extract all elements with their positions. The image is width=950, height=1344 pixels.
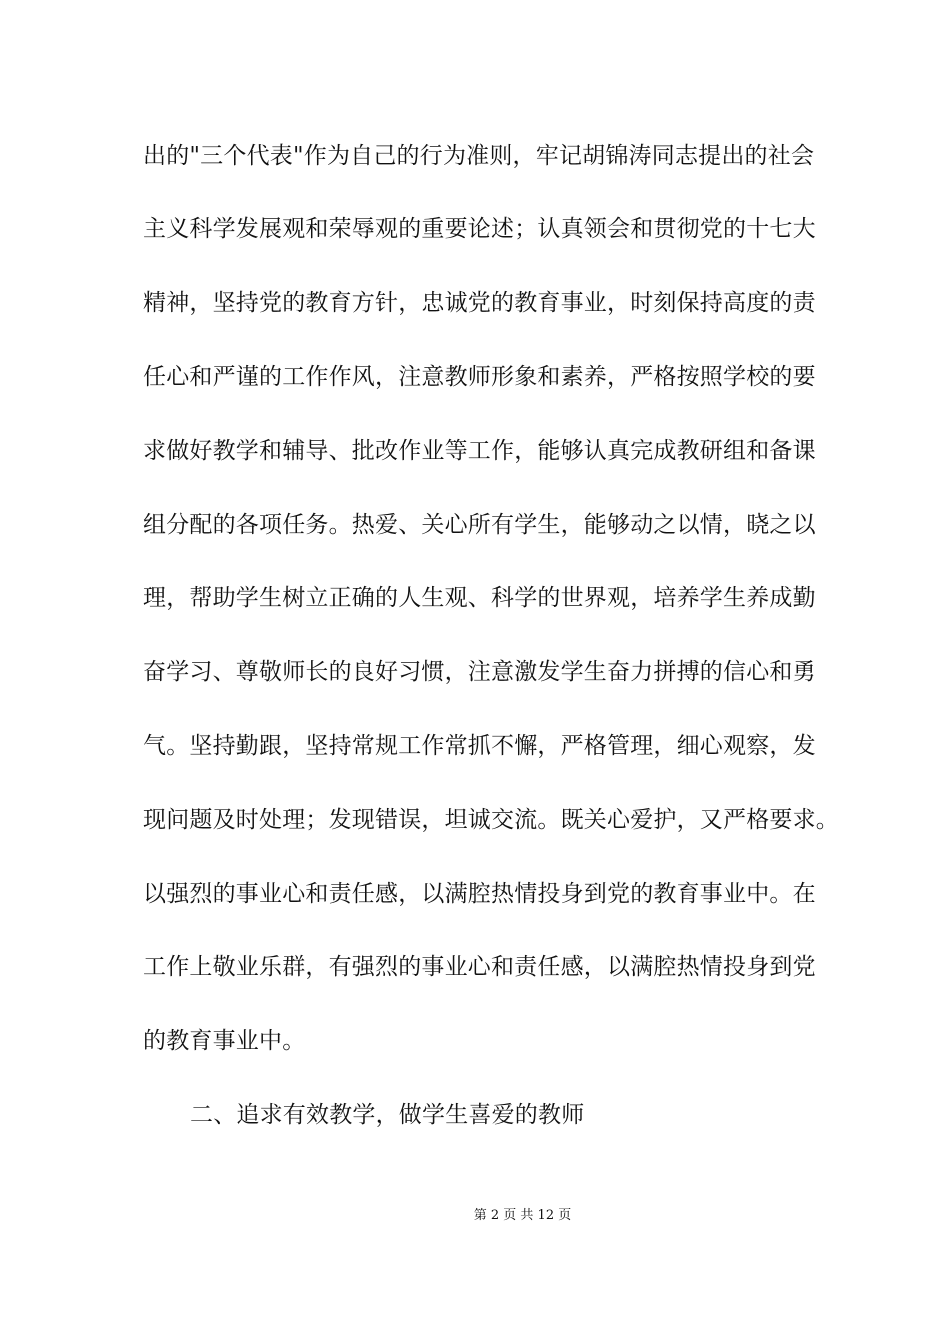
paragraph-line: 精神，坚持党的教育方针，忠诚党的教育事业，时刻保持高度的责 xyxy=(143,290,816,316)
paragraph-line: 现问题及时处理；发现错误，坦诚交流。既关心爱护，又严格要求。 xyxy=(143,807,839,833)
section-heading: 二、追求有效教学，做学生喜爱的教师 xyxy=(190,1102,585,1128)
paragraph-line: 理，帮助学生树立正确的人生观、科学的世界观，培养学生养成勤 xyxy=(143,585,816,611)
paragraph-line: 奋学习、尊敬师长的良好习惯，注意激发学生奋力拼搏的信心和勇 xyxy=(143,659,816,685)
paragraph-line: 求做好教学和辅导、批改作业等工作，能够认真完成教研组和备课 xyxy=(143,438,816,464)
paragraph-line: 组分配的各项任务。热爱、关心所有学生，能够动之以情，晓之以 xyxy=(143,512,816,538)
paragraph-line: 主义科学发展观和荣辱观的重要论述；认真领会和贯彻党的十七大 xyxy=(143,216,816,242)
paragraph-line: 气。坚持勤跟，坚持常规工作常抓不懈，严格管理，细心观察，发 xyxy=(143,733,816,759)
paragraph-line: 工作上敬业乐群，有强烈的事业心和责任感，以满腔热情投身到党 xyxy=(143,954,816,980)
paragraph-line: 以强烈的事业心和责任感，以满腔热情投身到党的教育事业中。在 xyxy=(143,881,816,907)
paragraph-line: 任心和严谨的工作作风，注意教师形象和素养，严格按照学校的要 xyxy=(143,364,816,390)
paragraph-line: 的教育事业中。 xyxy=(143,1028,306,1054)
page-number-footer: 第 2 页 共 12 页 xyxy=(473,1208,572,1223)
paragraph-line: 出的"三个代表"作为自己的行为准则，牢记胡锦涛同志提出的社会 xyxy=(143,143,815,169)
